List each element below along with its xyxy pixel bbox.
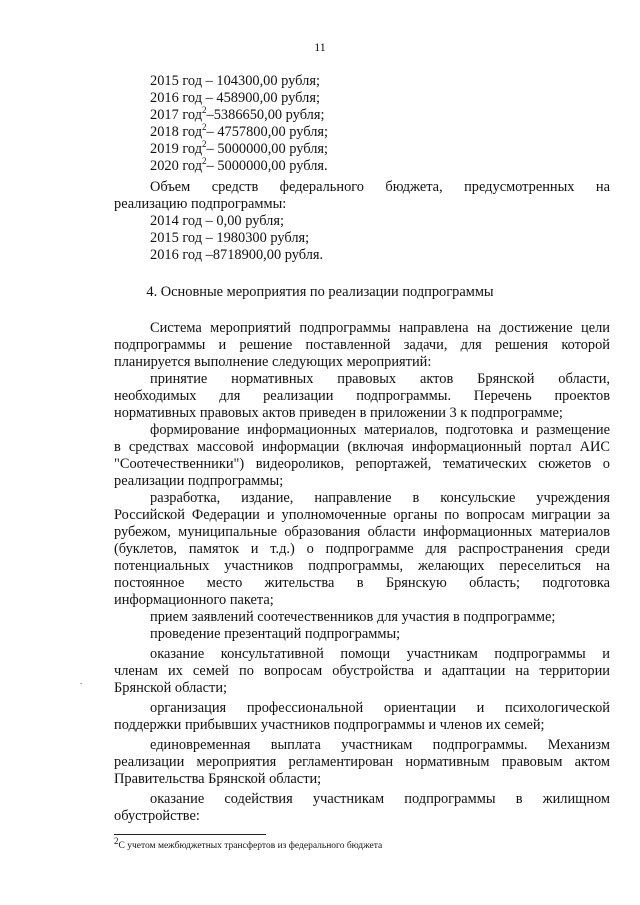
budget-line: 2015 год – 1980300 рубля;: [150, 230, 310, 246]
paragraph-line: организация профессиональной ориентации и психологической: [150, 700, 610, 716]
paragraph-line: потенциальных участников подпрограммы, желающих переселиться на: [114, 558, 610, 574]
budget-line: 2017 год$^2$–5386650,00 рубля;: [150, 105, 325, 123]
paragraph-line: обустройстве:: [114, 808, 200, 824]
paragraph-line: постоянное место жительства в Брянскую область; подготовка: [114, 575, 610, 591]
footnote: [114, 836, 383, 852]
paragraph-line: Брянской области;: [114, 680, 228, 696]
paragraph-line: подпрограммы и решение поставленной задачи, для решения которой: [114, 337, 610, 353]
paragraph-line: проведение презентаций подпрограммы;: [150, 626, 401, 642]
federal-budget-text: реализацию подпрограммы:: [114, 196, 287, 212]
footnote-divider: [114, 834, 266, 835]
budget-line: 2018 год$^2$– 4757800,00 рубля;: [150, 122, 329, 140]
paragraph-line: принятие нормативных правовых актов Брянской области,: [150, 371, 610, 387]
budget-line: 2016 год –8718900,00 рубля.: [150, 247, 324, 263]
budget-line: 2015 год – 104300,00 рубля;: [150, 73, 320, 89]
paragraph-line: разработка, издание, направление в консульские учреждения: [150, 490, 610, 506]
paragraph-line: реализации подпрограммы;: [114, 473, 284, 489]
paragraph-line: информационного пакета;: [114, 592, 274, 608]
paragraph-line: рубежом, муниципальные образования области информационных материалов: [114, 524, 610, 540]
budget-line: 2019 год$^2$– 5000000,00 рубля;: [150, 139, 329, 157]
budget-line: 2014 год – 0,00 рубля;: [150, 213, 284, 229]
paragraph-line: необходимых для реализации подпрограммы. Перечень проектов: [114, 388, 610, 404]
paragraph-line: Российской Федерации и уполномоченные органы по вопросам миграции за: [114, 507, 610, 523]
paragraph-line: реализации мероприятия регламентирован нормативным правовым актом: [114, 754, 610, 770]
budget-line: 2016 год – 458900,00 рубля;: [150, 90, 320, 106]
section-heading: 4. Основные мероприятия по реализации подпрограммы: [146, 284, 494, 300]
page-number: 11: [314, 40, 326, 54]
federal-budget-text: Объем средств федерального бюджета, предусмотренных на: [150, 179, 610, 195]
paragraph-line: единовременная выплата участникам подпрограммы. Механизм: [150, 737, 610, 753]
paragraph-line: оказание консультативной помощи участникам подпрограммы и: [150, 646, 610, 662]
footnote-mark: 2: [114, 836, 119, 846]
budget-line: 2020 год$^2$– 5000000,00 рубля.: [150, 156, 328, 174]
paragraph-line: планируется выполнение следующих мероприятий:: [114, 354, 432, 370]
paragraph-line: членам их семей по вопросам обустройства и адаптации на территории: [114, 663, 610, 679]
paragraph-line: (буклетов, памяток и т.д.) о подпрограмме для распространения среди: [114, 541, 610, 557]
paragraph-line: поддержки прибывших участников подпрограммы и членов их семей;: [114, 717, 545, 733]
paragraph-line: нормативных правовых актов приведен в приложении 3 к подпрограмме;: [114, 405, 563, 421]
footnote-text: С учетом межбюджетных трансфертов из федерального бюджета: [118, 841, 383, 852]
paragraph-line: Система мероприятий подпрограммы направлена на достижение цели: [150, 320, 610, 336]
paragraph-line: формирование информационных материалов, подготовка и размещение: [150, 422, 610, 438]
paragraph-line: Правительства Брянской области;: [114, 771, 322, 787]
paragraph-line: оказание содействия участникам подпрограммы в жилищном: [150, 791, 610, 807]
paragraph-line: в средствах массовой информации (включая информационный портал АИС: [114, 439, 610, 455]
paragraph-line: "Соотечественники") видеороликов, репортажей, тематических сюжетов о: [114, 456, 610, 472]
paragraph-line: прием заявлений соотечественников для участия в подпрограмме;: [150, 609, 556, 625]
margin-mark: .: [80, 676, 83, 686]
